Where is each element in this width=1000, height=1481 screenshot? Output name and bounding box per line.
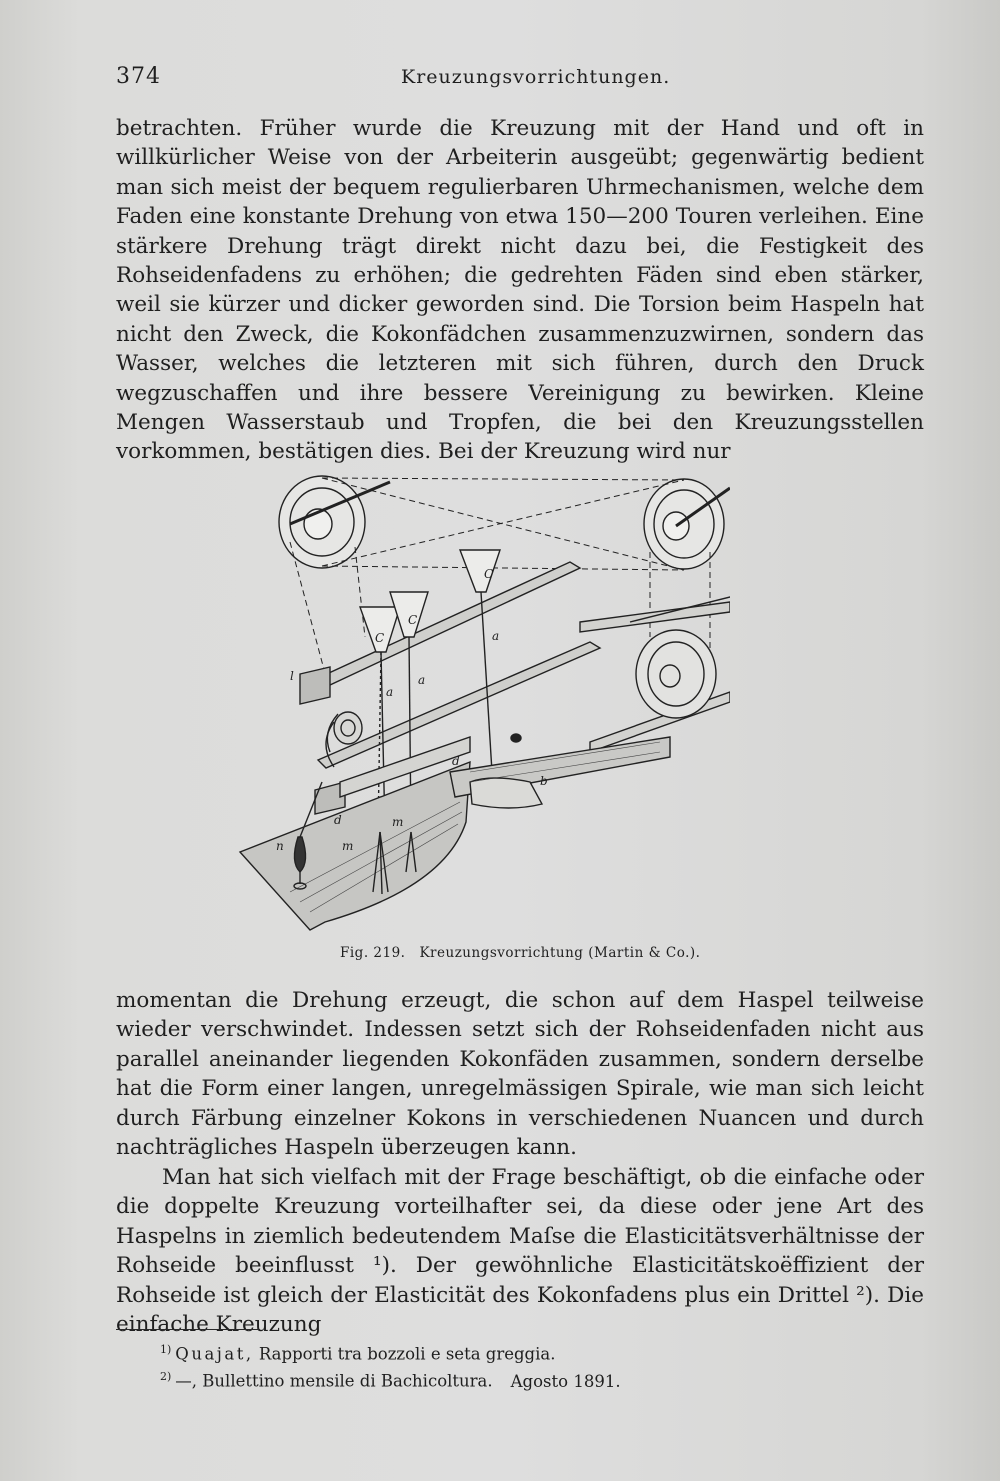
figure-caption — [340, 945, 700, 961]
reeling-machine-drawing — [230, 452, 730, 940]
label-a-1: a — [386, 685, 394, 699]
footnote-2-mark: 2) — [160, 1370, 172, 1383]
footnote-1 — [160, 1343, 555, 1364]
label-d-2: d — [452, 754, 460, 768]
reel-frame — [580, 592, 730, 752]
label-c-1: C — [375, 631, 385, 645]
label-c-3: C — [484, 567, 494, 581]
footnote-rule — [116, 1329, 260, 1330]
label-a-3: a — [492, 629, 500, 643]
footnote-2-date: Agosto 1891. — [510, 1371, 621, 1391]
label-l: l — [290, 669, 294, 683]
footnote-1-text: Rapporti tra bozzoli e seta greggia. — [258, 1344, 556, 1364]
label-b: b — [540, 774, 548, 788]
figure-number: Fig. 219. — [340, 945, 406, 961]
body-paragraph-1: betrachten. Früher wurde die Kreuzung mit der Hand und oft in willkürlicher Weise von der Arbeiterin ausgeübt; gegenwärtig bedient man sich meist der bequem regulierbaren Uhrmechanismen, welche dem Faden eine konstante Drehung von etwa 150—200 Touren verleihen. Eine stärkere Drehung trägt direkt nicht dazu bei, die Festigkeit des Rohseidenfadens zu erhöhen; die gedrehten Fäden sind eben stärker, weil sie kürzer und dicker geworden sind. Die Torsion beim Haspeln hat nicht den Zweck, die Kokonfädchen zusammenzuzwirnen, sondern das Wasser, welches die letzteren mit sich führen, durch den Druck wegzuschaffen und ihre bessere Vereinigung zu bewirken. Kleine Mengen Wasserstaub und Tropfen, die bei den Kreuzungsstellen vorkommen, bestätigen dies. Bei der Kreuzung wird nur — [116, 116, 924, 465]
label-m-2: m — [392, 815, 404, 829]
running-title: Kreuzungsvorrichtungen. — [401, 66, 671, 88]
label-c-2: C — [408, 613, 418, 627]
page-number: 374 — [116, 64, 161, 89]
figure-219-illustration — [230, 452, 730, 940]
label-m-1: m — [342, 839, 354, 853]
body-paragraph-3: Man hat sich vielfach mit der Frage beschäftigt, ob die einfache oder die doppelte Kreuzung vorteilhafter sei, da diese oder jene Art des Haspelns in ziemlich bedeutendem Maſse die Elasticitätsverhältnisse der Rohseide beeinflusst ¹). Der gewöhnliche Elasticitätskoëffizient der Rohseide ist gleich der Elasticität des Kokonfadens plus ein Drittel ²). Die einfache Kreuzung — [116, 1165, 924, 1338]
body-paragraph-2: momentan die Drehung erzeugt, die schon auf dem Haspel teilweise wieder verschwindet. Indessen setzt sich der Rohseidenfaden nicht aus parallel aneinander liegenden Kokonfäden zusammen, sondern derselbe hat die Form einer langen, unregelmässigen Spirale, wie man sich leicht durch Färbung einzelner Kokons in verschiedenen Nuancen und durch nachträgliches Haspeln überzeugen kann. — [116, 988, 924, 1161]
figure-caption-text: Kreuzungsvorrichtung (Martin & Co.). — [419, 945, 701, 961]
footnote-1-author: Quajat, — [175, 1344, 254, 1364]
label-n: n — [276, 839, 284, 853]
footnote-1-mark: 1) — [160, 1343, 172, 1356]
label-d-1: d — [334, 813, 342, 827]
footnote-2 — [160, 1370, 621, 1391]
label-a-2: a — [418, 673, 426, 687]
running-head — [116, 64, 928, 100]
footnote-2-text: —, Bullettino mensile di Bachicoltura. — [175, 1371, 493, 1391]
